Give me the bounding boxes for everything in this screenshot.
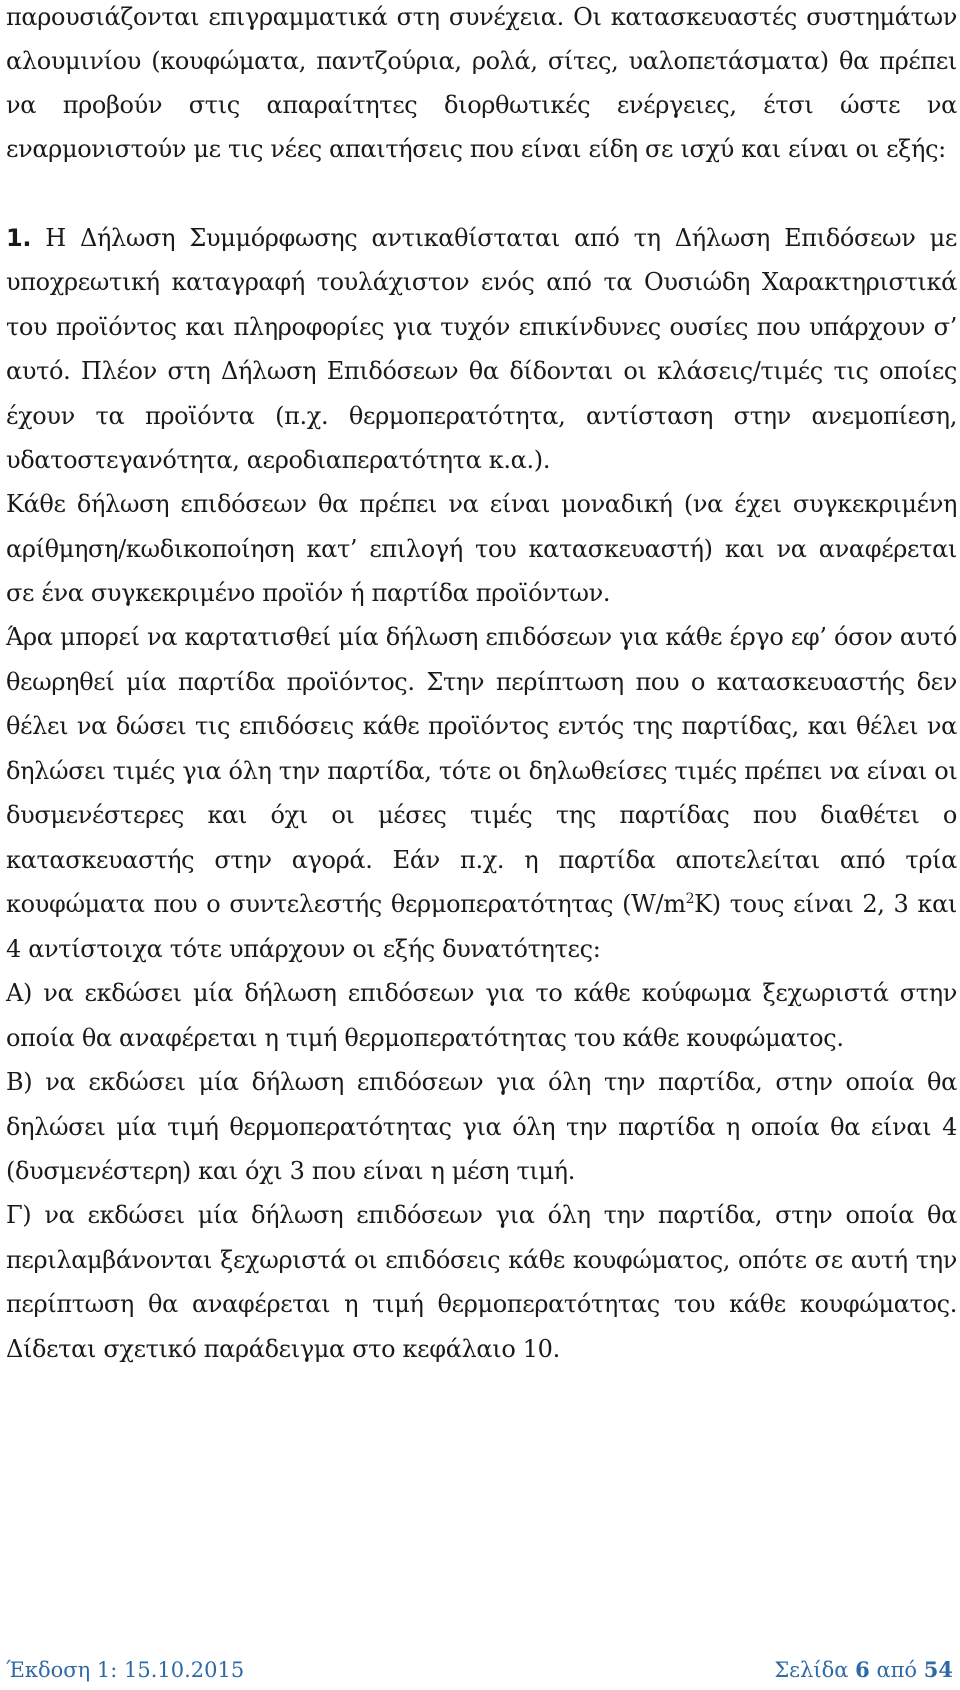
item1-line-6: υδατοστεγανότητα, αεροδιαπερατότητα κ.α.). [6,446,551,474]
option-a-line-2: οποία θα αναφέρεται η τιμή θερμοπερατότητας του κάθε κουφώματος. [6,1024,844,1052]
para3-line-7-pre: κουφώματα που ο συντελεστής θερμοπερατότητας (W/m [6,890,686,918]
footer-page-current: 6 [855,1657,870,1682]
closing-line: Δίδεται σχετικό παράδειγμα στο κεφάλαιο 10. [6,1335,560,1363]
para3-line-8: 4 αντίστοιχα τότε υπάρχουν οι εξής δυνατότητες: [6,935,601,963]
item1-line-4: αυτό. Πλέον στη Δήλωση Επιδόσεων θα δίδονται οι κλάσεις/τιμές τις οποίες [6,357,957,385]
para3-line-1: Άρα μπορεί να καρτατισθεί μία δήλωση επιδόσεων για κάθε έργο εφ’ όσον αυτό [6,623,957,651]
superscript-exponent: 2 [685,891,695,907]
footer-page-word: Σελίδα [774,1658,849,1682]
option-c-line-3: περίπτωση θα αναφέρεται η τιμή θερμοπερατότητας του κάθε κουφώματος. [6,1290,957,1318]
intro-line-4: εναρμονιστούν με τις νέες απαιτήσεις που είναι είδη σε ισχύ και είναι οι εξής: [6,135,946,163]
footer-page-number [774,1655,953,1685]
para3-line-7-post: K) τους είναι 2, 3 και [694,890,957,918]
footer-edition: Έκδοση 1: 15.10.2015 [6,1658,245,1682]
item1-line-1-text: Η Δήλωση Συμμόρφωσης αντικαθίσταται από τη Δήλωση Επιδόσεων με [45,224,958,252]
item1-line-1 [6,214,957,262]
intro-line-3: να προβούν στις απαραίτητες διορθωτικές ενέργειες, έτσι ώστε να [6,91,957,119]
para3-line-5: δυσμενέστερες και όχι οι μέσες τιμές της παρτίδας που διαθέτει ο [6,801,957,829]
option-b-line-3: (δυσμενέστερη) και όχι 3 που είναι η μέση τιμή. [6,1157,575,1185]
footer-page-total: 54 [923,1657,953,1682]
item1-line-3: του προϊόντος και πληροφορίες για τυχόν επικίνδυνες ουσίες που υπάρχουν σ’ [6,313,957,341]
para2-line-1: Κάθε δήλωση επιδόσεων θα πρέπει να είναι μοναδική (να έχει συγκεκριμένη [6,490,957,518]
option-a-line-1: Α) να εκδώσει μία δήλωση επιδόσεων για το κάθε κούφωμα ξεχωριστά στην [6,979,957,1007]
para3-line-7 [6,880,957,928]
item1-line-2: υποχρεωτική καταγραφή τουλάχιστον ενός από τα Ουσιώδη Χαρακτηριστικά [6,268,957,296]
para2-line-3: σε ένα συγκεκριμένο προϊόν ή παρτίδα προϊόντων. [6,579,611,607]
para2-line-2: αρίθμηση/κωδικοποίηση κατ’ επιλογή του κατασκευαστή) και να αναφέρεται [6,535,957,563]
para3-line-6: κατασκευαστής στην αγορά. Εάν π.χ. η παρτίδα αποτελείται από τρία [6,846,957,874]
option-b-line-1: Β) να εκδώσει μία δήλωση επιδόσεων για όλη την παρτίδα, στην οποία θα [6,1068,957,1096]
footer-page-of: από [876,1658,918,1682]
para3-line-4: δηλώσει τιμές για όλη την παρτίδα, τότε οι δηλωθείσες τιμές πρέπει να είναι οι [6,757,958,785]
intro-line-1: παρουσιάζονται επιγραμματικά στη συνέχεια. Οι κατασκευαστές συστημάτων [6,3,957,31]
option-b-line-2: δηλώσει μία τιμή θερμοπερατότητας για όλη την παρτίδα η οποία θα είναι 4 [6,1113,957,1141]
item1-line-5: έχουν τα προϊόντα (π.χ. θερμοπερατότητα, αντίσταση στην ανεμοπίεση, [6,402,957,430]
option-c-line-1: Γ) να εκδώσει μία δήλωση επιδόσεων για όλη την παρτίδα, στην οποία θα [6,1201,957,1229]
option-c-line-2: περιλαμβάνονται ξεχωριστά οι επιδόσεις κάθε κουφώματος, οπότε σε αυτή την [6,1246,957,1274]
intro-line-2: αλουμινίου (κουφώματα, παντζούρια, ρολά, σίτες, υαλοπετάσματα) θα πρέπει [6,47,957,75]
para3-line-2: θεωρηθεί μία παρτίδα προϊόντος. Στην περίπτωση που ο κατασκευαστής δεν [6,668,957,696]
item1-number: 1. [6,224,32,252]
para3-line-3: θέλει να δώσει τις επιδόσεις κάθε προϊόντος εντός της παρτίδας, και θέλει να [6,712,957,740]
